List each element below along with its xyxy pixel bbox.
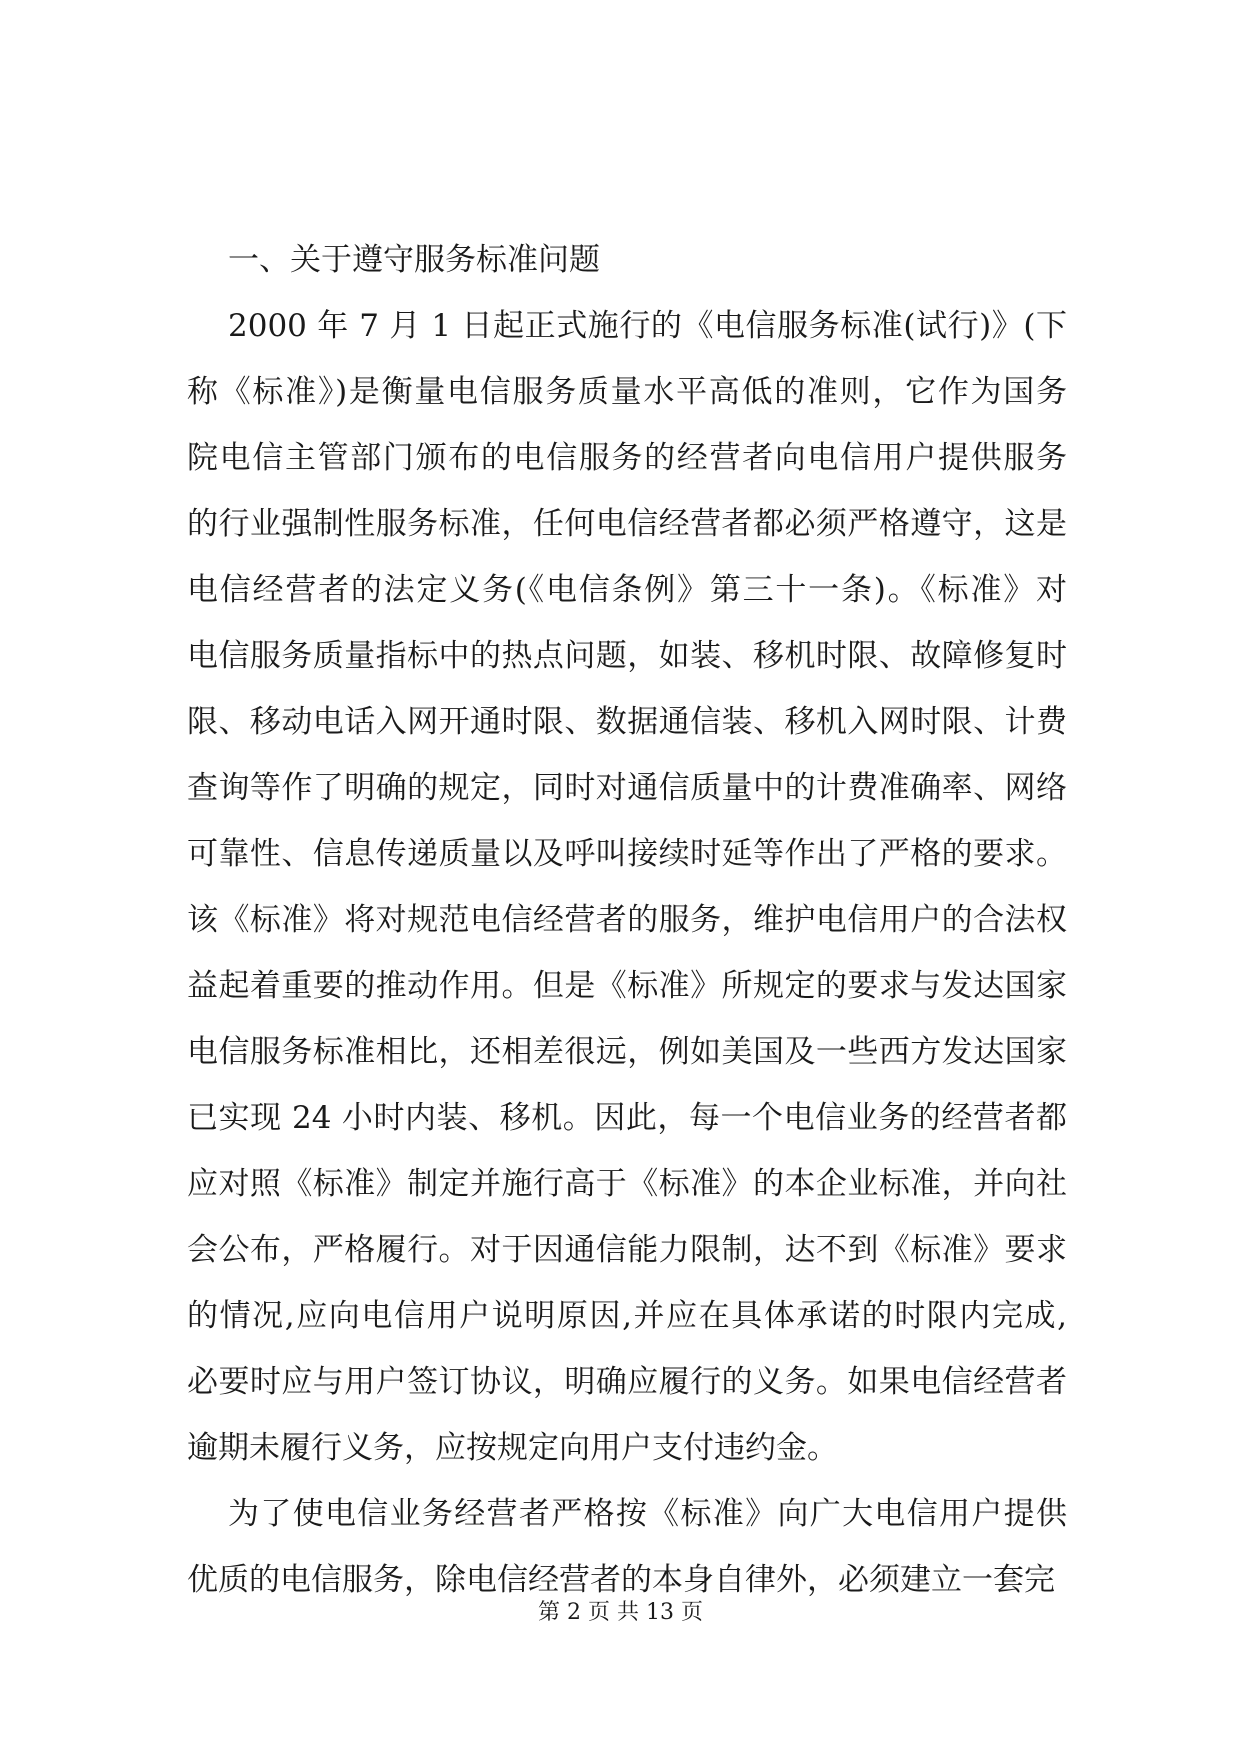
- text-line: 该《标准》将对规范电信经营者的服务，维护电信用户的合法权: [187, 902, 1067, 938]
- text-line: 电信服务标准相比，还相差很远，例如美国及一些西方发达国家: [187, 1034, 1067, 1070]
- paragraphs: [187, 293, 1067, 1613]
- document-body: [187, 227, 1067, 1613]
- paragraph: [187, 1481, 1067, 1613]
- text-line: 应对照《标准》制定并施行高于《标准》的本企业标准，并向社: [187, 1166, 1067, 1202]
- text-line: 称《标准》)是衡量电信服务质量水平高低的准则，它作为国务: [187, 374, 1067, 410]
- text-line: 的行业强制性服务标准，任何电信经营者都必须严格遵守，这是: [187, 506, 1067, 542]
- text-line: 院电信主管部门颁布的电信服务的经营者向电信用户提供服务: [187, 440, 1067, 476]
- text-line: 限、移动电话入网开通时限、数据通信装、移机入网时限、计费: [187, 704, 1067, 740]
- text-line: 已实现 24 小时内装、移机。因此，每一个电信业务的经营者都: [187, 1100, 1067, 1136]
- page-footer: 第 2 页 共 13 页: [538, 1600, 703, 1625]
- text-line: 逾期未履行义务，应按规定向用户支付违约金。: [187, 1430, 838, 1466]
- text-line: 的情况,应向电信用户说明原因,并应在具体承诺的时限内完成,: [187, 1298, 1067, 1334]
- text-line: 查询等作了明确的规定，同时对通信质量中的计费准确率、网络: [187, 770, 1067, 806]
- text-line: 必要时应与用户签订协议，明确应履行的义务。如果电信经营者: [187, 1364, 1067, 1400]
- section-heading: 一、关于遵守服务标准问题: [228, 242, 600, 278]
- text-line: 电信经营者的法定义务(《电信条例》第三十一条)。《标准》对: [187, 572, 1067, 608]
- text-line: 益起着重要的推动作用。但是《标准》所规定的要求与发达国家: [187, 968, 1067, 1004]
- text-line: 2000 年 7 月 1 日起正式施行的《电信服务标准(试行)》(下: [228, 308, 1067, 344]
- paragraph: [187, 293, 1067, 1481]
- text-line: 可靠性、信息传递质量以及呼叫接续时延等作出了严格的要求。: [187, 836, 1067, 872]
- text-line: 会公布，严格履行。对于因通信能力限制，达不到《标准》要求: [187, 1232, 1067, 1268]
- text-line: 为了使电信业务经营者严格按《标准》向广大电信用户提供: [228, 1496, 1067, 1532]
- text-line: 优质的电信服务，除电信经营者的本身自律外，必须建立一套完: [187, 1562, 1055, 1598]
- text-line: 电信服务质量指标中的热点问题，如装、移机时限、故障修复时: [187, 638, 1067, 674]
